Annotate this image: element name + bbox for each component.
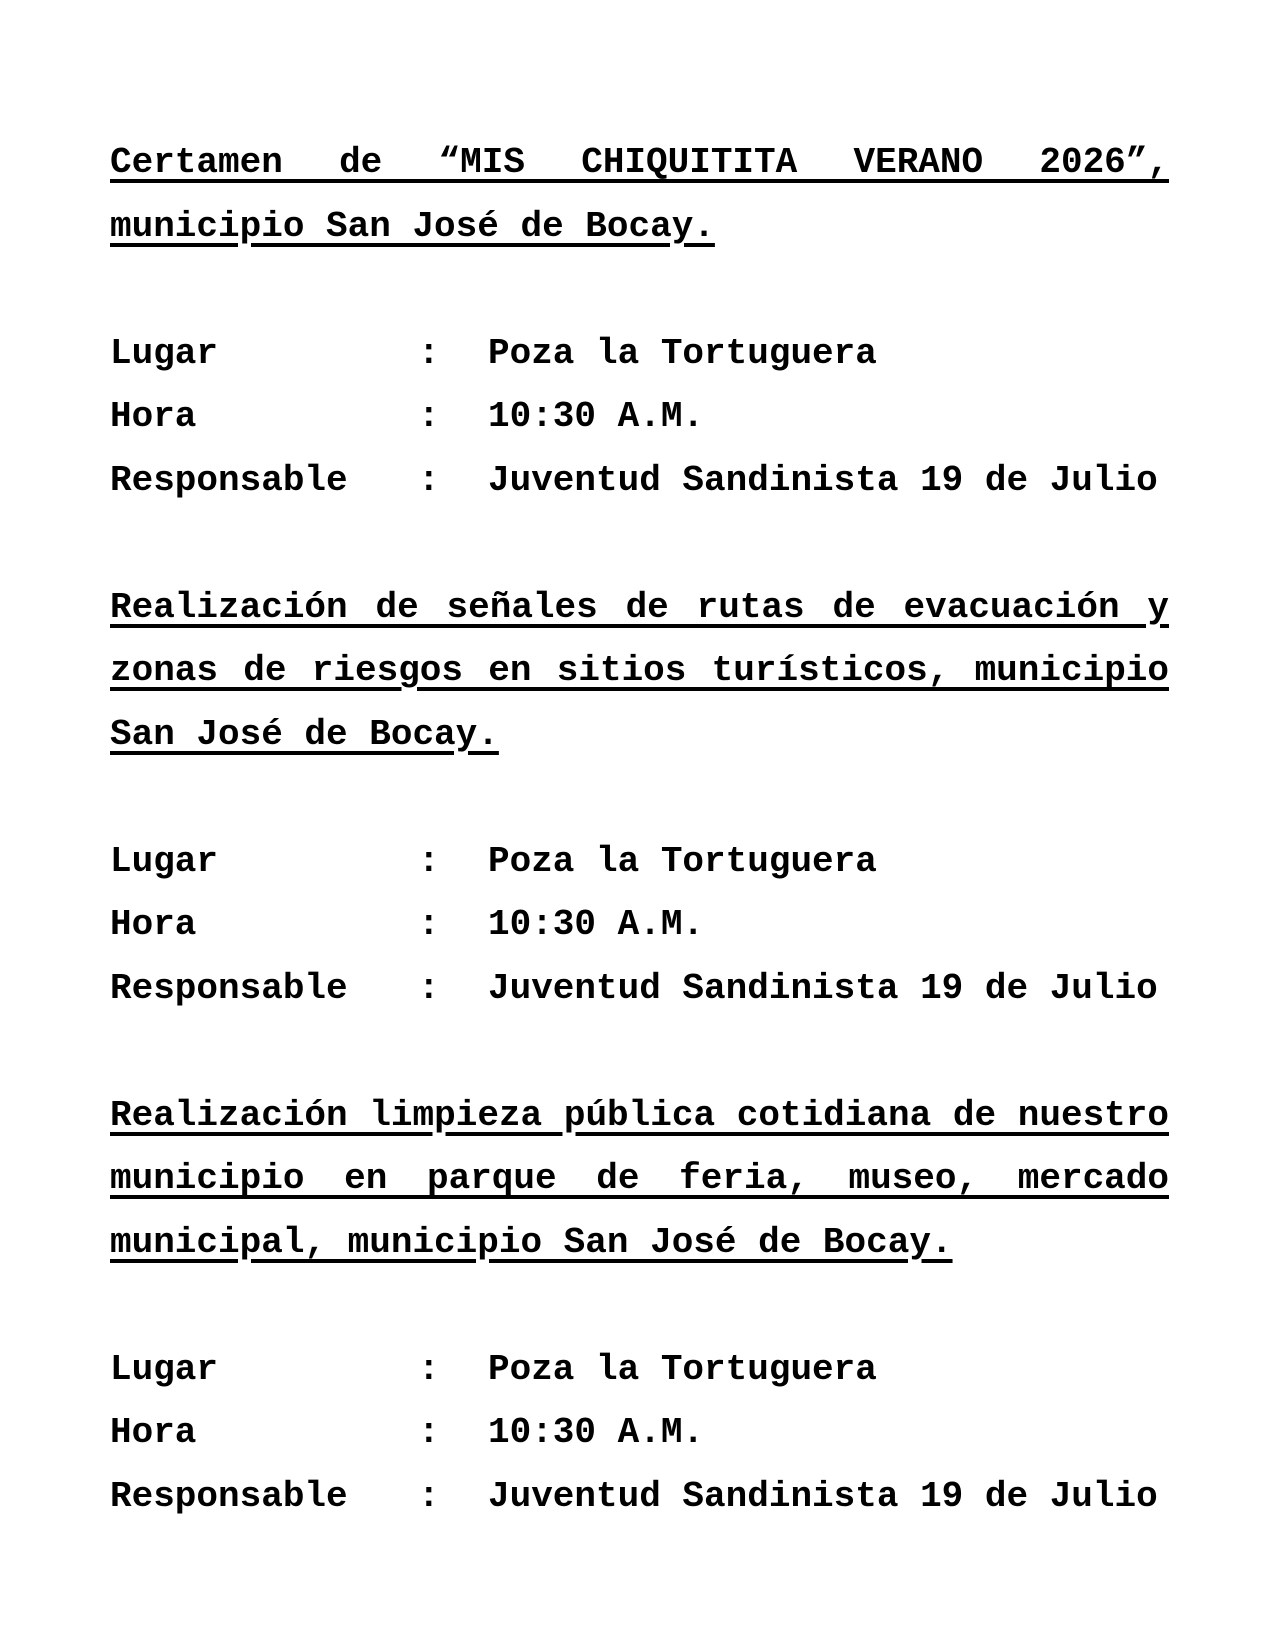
detail-colon: : — [418, 967, 440, 1009]
detail-row — [110, 1401, 1169, 1465]
detail-label: Responsable — [110, 967, 348, 1009]
detail-label: Responsable — [110, 1475, 348, 1517]
section-1-details — [110, 322, 1169, 513]
heading-line: Realización de señales de rutas de evacuación y — [110, 586, 1169, 628]
section-3-details — [110, 1338, 1169, 1529]
detail-value: Juventud Sandinista 19 de Julio — [488, 967, 1158, 1009]
detail-colon: : — [418, 840, 440, 882]
detail-row — [110, 830, 1169, 894]
heading-line: Certamen de “MIS CHIQUITITA VERANO 2026”, — [110, 142, 1169, 183]
detail-row — [110, 449, 1169, 513]
detail-label: Hora — [110, 1412, 197, 1453]
detail-label: Lugar — [110, 332, 219, 374]
detail-colon: : — [418, 1475, 440, 1517]
detail-row — [110, 1338, 1169, 1402]
detail-label: Lugar — [110, 1348, 219, 1390]
detail-label: Lugar — [110, 840, 219, 882]
detail-value: 10:30 A.M. — [488, 396, 705, 437]
detail-colon: : — [418, 459, 440, 501]
heading-line: Realización limpieza pública cotidiana de nuestro — [110, 1094, 1169, 1136]
detail-row — [110, 385, 1169, 449]
detail-row — [110, 957, 1169, 1021]
section-3-heading — [110, 1084, 1169, 1275]
detail-value: 10:30 A.M. — [488, 1412, 705, 1453]
detail-value: Poza la Tortuguera — [488, 332, 877, 374]
section-2-heading — [110, 576, 1169, 767]
detail-colon: : — [418, 1348, 440, 1390]
detail-value: Poza la Tortuguera — [488, 840, 877, 882]
section-2-details — [110, 830, 1169, 1021]
heading-line: municipal, municipio San José de Bocay. — [110, 1221, 953, 1263]
detail-row — [110, 1465, 1169, 1529]
detail-label: Responsable — [110, 459, 348, 501]
detail-row — [110, 893, 1169, 957]
detail-colon: : — [418, 904, 440, 945]
detail-value: Poza la Tortuguera — [488, 1348, 877, 1390]
detail-colon: : — [418, 396, 440, 437]
detail-value: 10:30 A.M. — [488, 904, 705, 945]
heading-line: municipio San José de Bocay. — [110, 205, 715, 247]
heading-line: municipio en parque de feria, museo, mercado — [110, 1158, 1169, 1199]
section-1-heading — [110, 131, 1169, 258]
heading-line: San José de Bocay. — [110, 713, 499, 755]
detail-colon: : — [418, 332, 440, 374]
detail-label: Hora — [110, 396, 197, 437]
detail-row — [110, 322, 1169, 386]
heading-line: zonas de riesgos en sitios turísticos, municipio — [110, 650, 1169, 691]
detail-value: Juventud Sandinista 19 de Julio — [488, 459, 1158, 501]
detail-colon: : — [418, 1412, 440, 1453]
detail-value: Juventud Sandinista 19 de Julio — [488, 1475, 1158, 1517]
detail-label: Hora — [110, 904, 197, 945]
